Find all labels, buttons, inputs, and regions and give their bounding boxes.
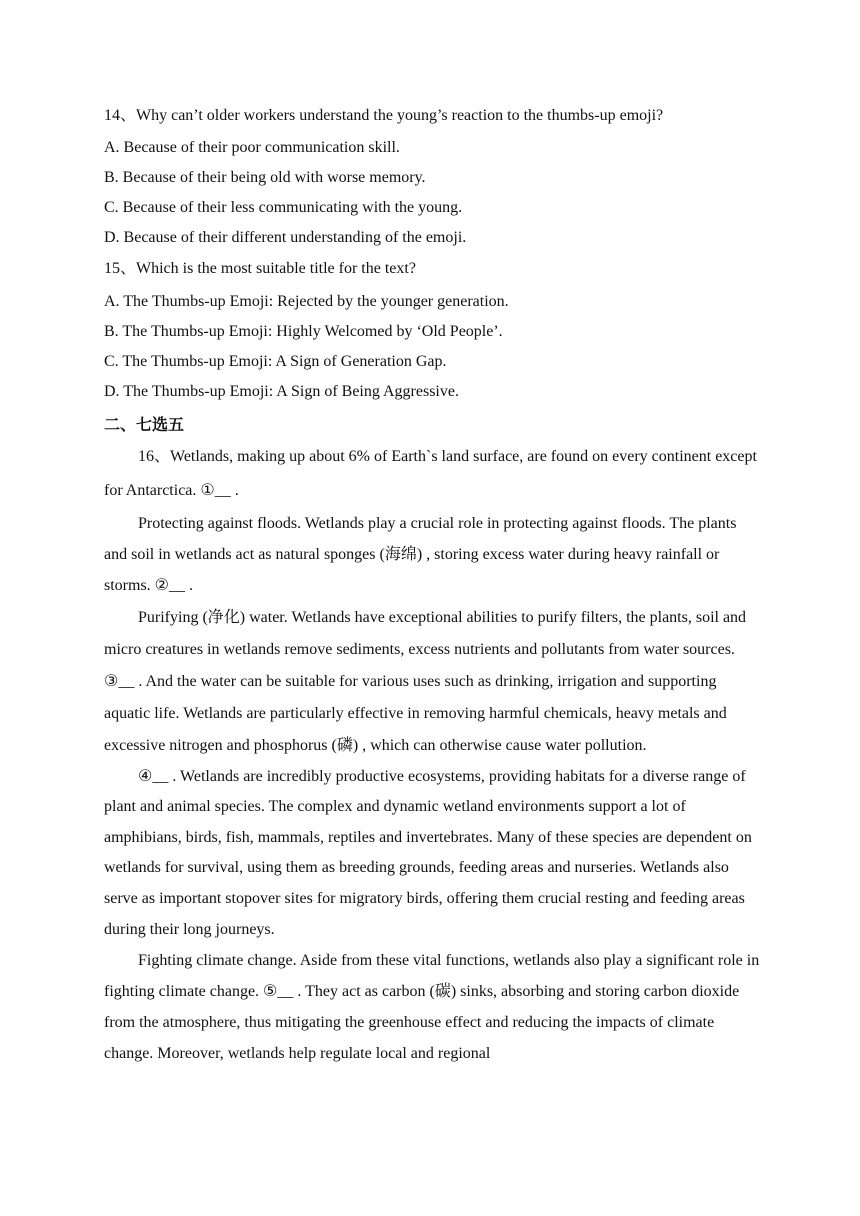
question-14-stem: 14、Why can’t older workers understand the young’s reaction to the thumbs-up emoji?: [104, 107, 664, 124]
question-15-option-b: B. The Thumbs-up Emoji: Highly Welcomed by ‘Old People’.: [104, 323, 503, 340]
question-14-option-a: A. Because of their poor communication skill.: [104, 139, 400, 156]
cloze-passage: [104, 440, 760, 1069]
question-14-option-b: B. Because of their being old with worse memory.: [104, 169, 426, 186]
question-14-option-d: D. Because of their different understanding of the emoji.: [104, 229, 467, 246]
passage-paragraph-intro: 16、Wetlands, making up about 6% of Earth`s land surface, are found on every continent except for Antarctica. ①__ .: [104, 448, 757, 499]
passage-paragraph-climate: Fighting climate change. Aside from these vital functions, wetlands also play a significant role in fighting climate change. ⑤__ . They act as carbon (碳) sinks, absorbing and storing carbon dioxide from the atmosphere, thus mitigating the greenhouse effect and reducing the impacts of climate change. Moreover, wetlands help regulate local and regional: [104, 952, 760, 1063]
section-heading: 二、七选五: [104, 415, 185, 434]
question-14-option-c: C. Because of their less communicating with the young.: [104, 199, 463, 216]
passage-paragraph-habitats: ④__ . Wetlands are incredibly productive ecosystems, providing habitats for a diverse range of plant and animal species. The complex and dynamic wetland environments support a lot of amphibians, birds, fish, mammals, reptiles and invertebrates. Many of these species are dependent on wetlands for survival, using them as breeding grounds, feeding areas and nurseries. Wetlands also serve as important stopover sites for migratory birds, offering them crucial resting and feeding areas during their long journeys.: [104, 767, 752, 938]
question-15-option-d: D. The Thumbs-up Emoji: A Sign of Being Aggressive.: [104, 383, 459, 400]
question-15-stem: 15、Which is the most suitable title for the text?: [104, 260, 416, 277]
question-15-option-a: A. The Thumbs-up Emoji: Rejected by the younger generation.: [104, 293, 509, 310]
passage-paragraph-floods: Protecting against floods. Wetlands play a crucial role in protecting against floods. The plants and soil in wetlands act as natural sponges (海绵) , storing excess water during heavy rainfall or storms. ②__ .: [104, 515, 737, 595]
passage-paragraph-purifying: Purifying (净化) water. Wetlands have exceptional abilities to purify filters, the plants, soil and micro creatures in wetlands remove sediments, excess nutrients and pollutants from water sources. ③__ . And the water can be suitable for various uses such as drinking, irrigation and supporting aquatic life. Wetlands are particularly effective in removing harmful chemicals, heavy metals and excessive nitrogen and phosphorus (磷) , which can otherwise cause water pollution.: [104, 608, 747, 754]
question-15-option-c: C. The Thumbs-up Emoji: A Sign of Generation Gap.: [104, 353, 447, 370]
